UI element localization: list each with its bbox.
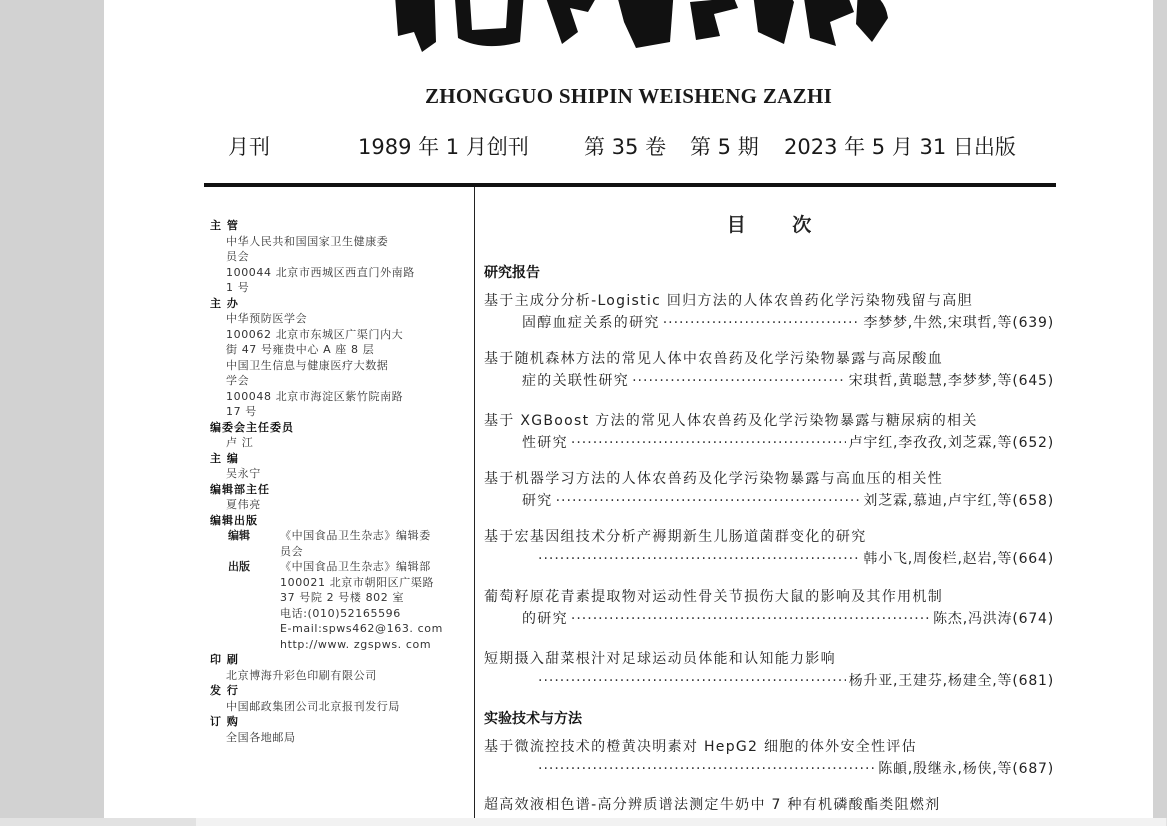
issue-frequency: 月刊 (228, 135, 270, 159)
masthead-info-column (210, 218, 468, 745)
info-line: 学会 (226, 374, 250, 387)
toc-entry[interactable] (484, 526, 1054, 570)
issue-number: 第 5 期 (690, 135, 759, 159)
leader-dots (571, 608, 930, 630)
info-label: 主 办 (210, 296, 239, 310)
entry-authors: 陈頔,殷继永,杨侠,等(687) (878, 761, 1054, 777)
entry-authors: 宋琪哲,黄聪慧,李梦梦,等(645) (848, 373, 1054, 389)
info-block (210, 683, 468, 714)
info-block (210, 513, 468, 653)
info-line: 吴永宁 (226, 467, 261, 480)
entry-title: 超高效液相色谱-高分辨质谱法测定牛奶中 7 种有机磷酸酯类阻燃剂 (484, 797, 941, 813)
publisher-label: 出版 (228, 560, 250, 573)
toc-entry[interactable] (484, 348, 1054, 392)
info-line: 37 号院 2 号楼 802 室 (280, 591, 405, 604)
section-heading: 研究报告 (484, 265, 540, 281)
leader-dots (538, 758, 875, 780)
entry-authors: 韩小飞,周俊栏,赵岩,等(664) (863, 551, 1054, 567)
info-block (210, 218, 468, 296)
info-line: 100062 北京市东城区广渠门内大 (226, 327, 404, 341)
info-label: 主 编 (210, 451, 239, 465)
info-line: 全国各地邮局 (226, 730, 296, 744)
info-label: 印 刷 (210, 653, 239, 666)
editor-label: 编辑 (228, 529, 250, 542)
info-line: 电话:(010)52165596 (280, 606, 401, 620)
info-line: 中华预防医学会 (226, 312, 308, 325)
toc-entry[interactable] (484, 794, 1054, 816)
toc-entry[interactable] (484, 468, 1054, 512)
info-line: 员会 (280, 544, 304, 558)
section-heading: 实验技术与方法 (484, 711, 582, 727)
info-line: 《中国食品卫生杂志》编辑委 (280, 529, 431, 542)
entry-title: 基于 XGBoost 方法的常见人体农兽药及化学污染物暴露与糖尿病的相关 (484, 413, 978, 429)
leader-dots (556, 490, 861, 512)
toc-entry[interactable] (484, 410, 1054, 454)
info-line: 100048 北京市海淀区紫竹院南路 (226, 389, 404, 403)
info-block (210, 482, 468, 513)
info-line: 中华人民共和国国家卫生健康委 (226, 234, 389, 248)
info-line: http://www. zgspws. com (280, 637, 432, 651)
issue-date: 2023 年 5 月 31 日出版 (784, 135, 1016, 159)
info-line: 街 47 号雍贵中心 A 座 8 层 (226, 343, 375, 356)
entry-title: 基于主成分分析-Logistic 回归方法的人体农兽药化学污染物残留与高胆 (484, 293, 973, 309)
info-line: 北京博海升彩色印刷有限公司 (226, 668, 377, 682)
info-line: 员会 (226, 250, 250, 263)
entry-title: 基于随机森林方法的常见人体中农兽药及化学污染物暴露与高尿酸血 (484, 351, 943, 367)
header-rule (204, 183, 1056, 187)
entry-title: 基于机器学习方法的人体农兽药及化学污染物暴露与高血压的相关性 (484, 471, 943, 487)
info-block (210, 420, 468, 451)
info-label: 编委会主任委员 (210, 420, 294, 434)
info-line: 卢 江 (226, 436, 254, 449)
info-label: 编辑出版 (210, 513, 258, 527)
info-block (210, 296, 468, 420)
toc-entry[interactable] (484, 648, 1054, 692)
entry-authors: 陈杰,冯洪涛(674) (933, 611, 1054, 627)
publisher-row (210, 559, 468, 652)
horizontal-scrollbar[interactable] (0, 818, 1167, 826)
entry-title-cont: 性研究 (522, 435, 568, 451)
entry-title: 基于微流控技术的橙黄决明素对 HepG2 细胞的体外安全性评估 (484, 739, 917, 755)
info-label: 订 购 (210, 715, 239, 728)
info-label: 主 管 (210, 219, 239, 232)
calligraphy-masthead-logo (374, 0, 894, 56)
info-line: 17 号 (226, 405, 257, 418)
issue-founded: 1989 年 1 月创刊 (358, 135, 529, 159)
info-block (210, 652, 468, 683)
entry-authors: 李梦梦,牛然,宋琪哲,等(639) (863, 315, 1054, 331)
entry-title: 葡萄籽原花青素提取物对运动性骨关节损伤大鼠的影响及其作用机制 (484, 589, 943, 605)
journal-page (104, 0, 1153, 818)
leader-dots (571, 432, 846, 454)
toc-entry[interactable] (484, 586, 1054, 630)
entry-title: 短期摄入甜菜根汁对足球运动员体能和认知能力影响 (484, 651, 836, 667)
entry-authors: 刘芝霖,慕迪,卢宇红,等(658) (863, 493, 1054, 509)
scrollbar-thumb[interactable] (196, 818, 1166, 826)
entry-authors: 卢宇红,李孜孜,刘芝霖,等(652) (848, 435, 1054, 451)
leader-dots (632, 370, 845, 392)
info-block (210, 451, 468, 482)
toc-entry[interactable] (484, 290, 1054, 334)
info-line: 中国邮政集团公司北京报刊发行局 (226, 699, 400, 713)
info-line: 100044 北京市西城区西直门外南路 (226, 265, 415, 279)
info-line: 中国卫生信息与健康医疗大数据 (226, 358, 389, 372)
entry-title-cont: 固醇血症关系的研究 (522, 315, 660, 331)
info-label: 发 行 (210, 684, 239, 697)
info-label: 编辑部主任 (210, 482, 270, 496)
column-divider (474, 187, 475, 818)
leader-dots (663, 312, 861, 334)
info-line: E-mail:spws462@163. com (280, 622, 443, 635)
editor-row (210, 528, 468, 559)
entry-title-cont: 研究 (522, 493, 553, 509)
entry-authors: 杨升亚,王建芬,杨建全,等(681) (848, 673, 1054, 689)
info-line: 100021 北京市朝阳区广渠路 (280, 575, 435, 589)
info-line: 1 号 (226, 281, 250, 294)
leader-dots (538, 548, 860, 570)
entry-title-cont: 的研究 (522, 611, 568, 627)
issue-volume: 第 35 卷 (584, 135, 667, 159)
info-line: 夏伟亮 (226, 498, 261, 511)
entry-title: 基于宏基因组技术分析产褥期新生儿肠道菌群变化的研究 (484, 529, 867, 545)
entry-title-cont: 症的关联性研究 (522, 373, 630, 389)
toc-title: 目 次 (726, 214, 812, 236)
info-block (210, 714, 468, 745)
toc-entry[interactable] (484, 736, 1054, 780)
journal-roman-title: ZHONGGUO SHIPIN WEISHENG ZAZHI (424, 84, 833, 108)
leader-dots (538, 670, 846, 692)
info-line: 《中国食品卫生杂志》编辑部 (280, 560, 431, 573)
